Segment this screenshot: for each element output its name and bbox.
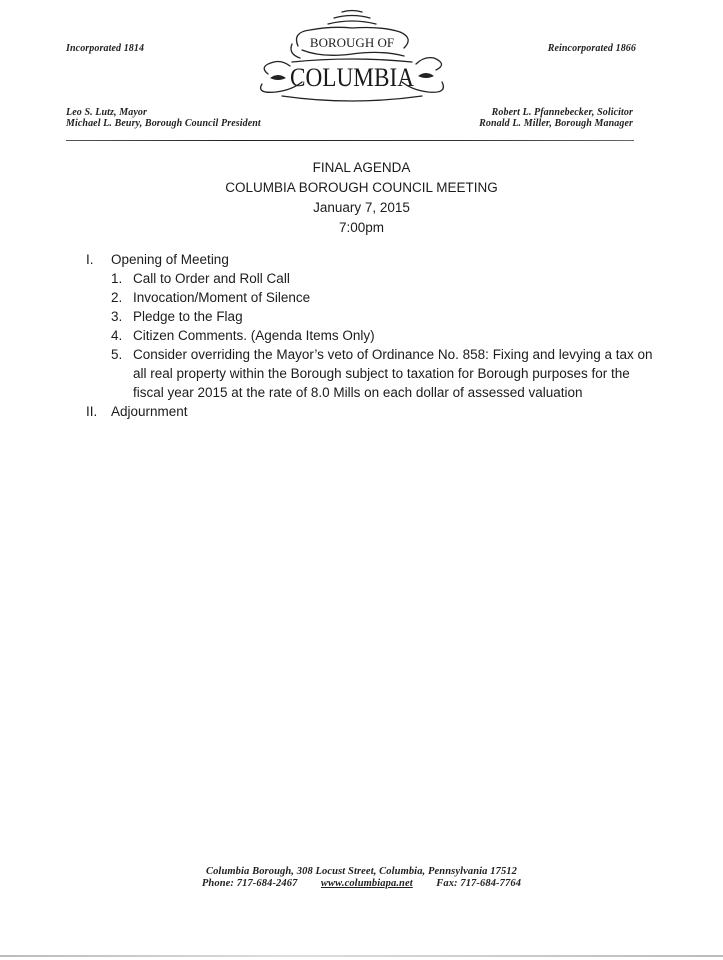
agenda-item <box>86 307 666 326</box>
section-label: Opening of Meeting <box>111 252 229 267</box>
agenda-item <box>86 326 666 345</box>
borough-logo-icon <box>252 6 452 102</box>
officials-left <box>66 107 261 129</box>
item-number: 5. <box>111 347 123 362</box>
footer-phone: Phone: 717-684-2467 <box>201 878 298 889</box>
agenda-section <box>86 250 666 269</box>
footer-fax: Fax: 717-684-7764 <box>436 878 522 889</box>
officials-right <box>479 107 633 129</box>
agenda-list <box>86 250 666 421</box>
meeting-time: 7:00pm <box>338 220 385 235</box>
footer-website-link[interactable]: www.columbiapa.net <box>320 878 413 889</box>
solicitor-name: Robert L. Pfannebecker, Solicitor <box>491 107 633 118</box>
page-edge <box>0 955 723 957</box>
footer-contact <box>0 878 723 890</box>
agenda-section <box>86 402 666 421</box>
logo-top-text: BOROUGH OF <box>309 35 395 50</box>
item-text: Consider overriding the Mayor’s veto of Ordinance No. 858: Fixing and levying a tax on all real property within the Borough subject to taxation for Borough purposes for the fiscal year 2015 at the rate of 8.0 Mills on each dollar of assessed valuation <box>133 347 653 400</box>
borough-logo <box>252 6 452 102</box>
agenda-item <box>86 269 666 288</box>
footer-address: Columbia Borough, 308 Locust Street, Columbia, Pennsylvania 17512 <box>205 866 518 877</box>
item-number: 4. <box>111 328 123 343</box>
council-president-name: Michael L. Beury, Borough Council President <box>66 118 261 129</box>
mayor-name: Leo S. Lutz, Mayor <box>66 107 147 118</box>
agenda-item <box>86 288 666 307</box>
item-number: 3. <box>111 309 123 324</box>
item-text: Citizen Comments. (Agenda Items Only) <box>133 328 375 343</box>
section-numeral: I. <box>86 252 94 267</box>
item-text: Invocation/Moment of Silence <box>133 290 311 305</box>
meeting-date: January 7, 2015 <box>313 200 410 215</box>
letterhead-footer <box>0 866 723 890</box>
agenda-title-block <box>0 158 723 238</box>
manager-name: Ronald L. Miller, Borough Manager <box>479 118 633 129</box>
item-text: Call to Order and Roll Call <box>133 271 290 286</box>
header-divider <box>66 140 634 141</box>
item-number: 1. <box>111 271 123 286</box>
incorporated-date: Incorporated 1814 <box>66 43 145 54</box>
logo-main-text: COLUMBIA <box>290 63 415 92</box>
agenda-item <box>86 345 666 402</box>
agenda-title: FINAL AGENDA <box>312 160 411 175</box>
item-text: Pledge to the Flag <box>133 309 243 324</box>
item-number: 2. <box>111 290 123 305</box>
section-numeral: II. <box>86 404 98 419</box>
section-label: Adjournment <box>111 404 188 419</box>
reincorporated-date: Reincorporated 1866 <box>547 43 636 54</box>
meeting-name: COLUMBIA BOROUGH COUNCIL MEETING <box>225 180 498 195</box>
